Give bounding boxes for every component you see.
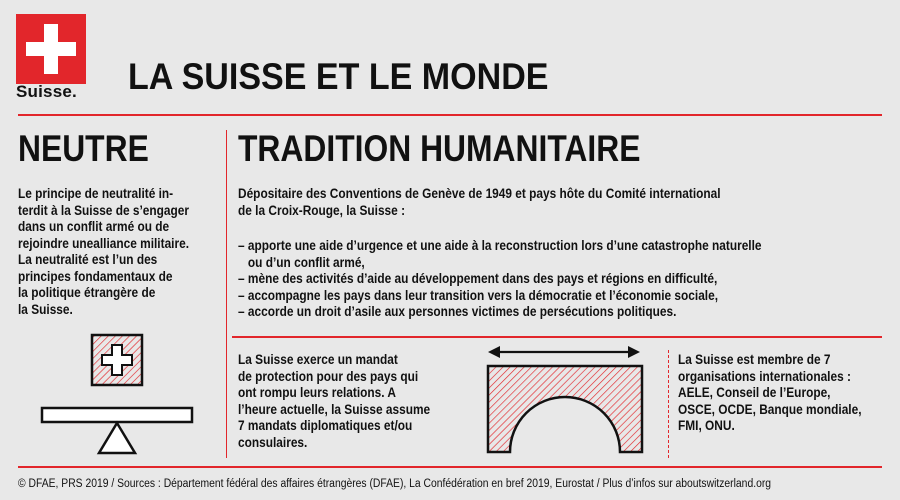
heading-neutre: NEUTRE: [18, 128, 149, 169]
mandat-text: [238, 352, 430, 451]
organisations-line: OSCE, OCDE, Banque mondiale,: [678, 401, 862, 417]
neutre-line: rejoindre unealliance militaire.: [18, 235, 190, 251]
middle-divider: [232, 336, 882, 338]
neutre-line: la Suisse.: [18, 301, 73, 317]
organisations-line: La Suisse est membre de 7: [678, 352, 831, 367]
tradition-intro-line: Dépositaire des Conventions de Genève de 1949 et pays hôte du Comité international: [238, 186, 721, 201]
mandat-line: ont rompu leurs relations. A: [238, 385, 396, 400]
organisations-line: FMI, ONU.: [678, 418, 735, 433]
neutre-line: la politique étrangère de: [18, 285, 156, 300]
column-divider: [226, 130, 227, 458]
organisations-line: organisations internationales :: [678, 368, 851, 384]
tradition-bullets: [238, 238, 762, 321]
footer-credits: © DFAE, PRS 2019 / Sources : Département fédéral des affaires étrangères (DFAE), La Confédération en bref 2019, Eurostat / Plus d’infos sur aboutswitzerland.org: [18, 478, 772, 490]
tradition-bullet: – accompagne les pays dans leur transition vers la démocratie et l’économie sociale,: [238, 287, 719, 303]
mandat-line: La Suisse exerce un mandat: [238, 352, 398, 367]
page-title: LA SUISSE ET LE MONDE: [128, 56, 549, 97]
double-arrow-icon: [488, 346, 640, 358]
balance-scale-icon: [36, 330, 216, 460]
bridge-icon: [480, 340, 650, 460]
neutre-line: dans un conflit armé ou de: [18, 219, 170, 234]
heading-tradition: TRADITION HUMANITAIRE: [238, 128, 641, 169]
neutre-line: Le principe de neutralité in-: [18, 186, 174, 201]
bottom-divider: [18, 466, 882, 468]
neutre-line: La neutralité est l’un des: [18, 252, 158, 267]
mandat-line: consulaires.: [238, 434, 308, 450]
tradition-bullet: ou d’un conflit armé,: [238, 254, 365, 270]
neutre-line: terdit à la Suisse de s’engager: [18, 202, 190, 218]
top-divider: [18, 114, 882, 116]
swiss-cross-horizontal: [26, 42, 76, 56]
logo-label: Suisse.: [16, 82, 77, 101]
tradition-intro-line: de la Croix-Rouge, la Suisse :: [238, 202, 406, 218]
organisations-line: AELE, Conseil de l’Europe,: [678, 385, 831, 400]
neutre-line: principes fondamentaux de: [18, 268, 173, 284]
dashed-divider: [668, 350, 669, 458]
tradition-bullet: – apporte une aide d’urgence et une aide à la reconstruction lors d’une catastrophe naturelle: [238, 238, 762, 253]
mandat-line: l’heure actuelle, la Suisse assume: [238, 401, 431, 417]
mandat-line: de protection pour des pays qui: [238, 368, 419, 384]
tradition-bullet: – accorde un droit d’asile aux personnes victimes de persécutions politiques.: [238, 304, 677, 319]
tradition-intro: [238, 186, 721, 219]
organisations-text: [678, 352, 862, 435]
neutre-text: [18, 186, 189, 318]
mandat-line: 7 mandats diplomatiques et/ou: [238, 418, 413, 433]
tradition-bullet: – mène des activités d’aide au développement dans des pays et régions en difficulté,: [238, 271, 718, 286]
